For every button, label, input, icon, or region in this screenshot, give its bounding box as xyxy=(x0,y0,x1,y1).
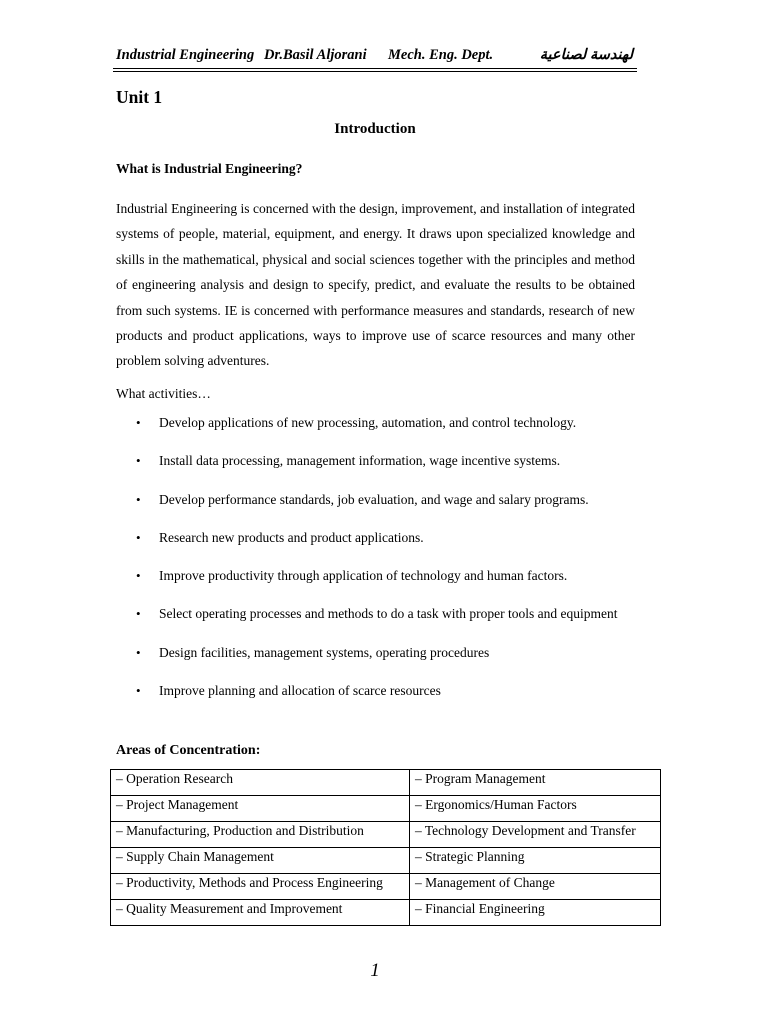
table-cell: – Project Management xyxy=(111,796,410,822)
table-cell: – Operation Research xyxy=(111,770,410,796)
table-row xyxy=(111,796,661,822)
areas-table xyxy=(110,769,661,926)
list-item-text: Install data processing, management information, wage incentive systems. xyxy=(159,453,561,469)
table-cell: – Quality Measurement and Improvement xyxy=(111,900,410,926)
list-item xyxy=(116,640,636,665)
list-item xyxy=(116,410,636,435)
intro-paragraph: Industrial Engineering is concerned with the design, improvement, and installation of integrated systems of people, material, equipment, and energy. It draws upon specialized knowledge and skills in the mathematical, physical and social sciences together with the principles and method of engineering analysis and design to specify, predict, and evaluate the results to be obtained from such systems. IE is concerned with performance measures and standards, research of new products and product applications, ways to improve use of scarce resources and many other problem solving adventures. xyxy=(116,201,635,369)
bullet-icon: • xyxy=(136,491,141,507)
section-title: Introduction xyxy=(334,121,416,137)
bullet-icon: • xyxy=(136,453,141,469)
bullet-icon: • xyxy=(136,415,141,430)
table-cell: – Manufacturing, Production and Distribution xyxy=(111,822,410,848)
table-row xyxy=(111,822,661,848)
table-cell: – Supply Chain Management xyxy=(111,848,410,874)
activities-list xyxy=(116,410,636,716)
table-cell: – Technology Development and Transfer xyxy=(410,822,661,848)
list-item-text: Improve productivity through application of technology and human factors. xyxy=(159,568,568,584)
table-cell: – Ergonomics/Human Factors xyxy=(410,796,661,822)
header-author: Dr.Basil Aljorani xyxy=(264,47,367,63)
list-item-text: Develop performance standards, job evaluation, and wage and salary programs. xyxy=(159,491,589,507)
bullet-icon: • xyxy=(136,529,141,545)
list-item-text: Design facilities, management systems, operating procedures xyxy=(159,644,490,660)
list-item xyxy=(116,563,636,588)
list-item xyxy=(116,487,636,512)
page-header xyxy=(113,44,637,69)
table-row xyxy=(111,900,661,926)
unit-title: Unit 1 xyxy=(116,87,163,107)
list-item xyxy=(116,448,636,473)
table-row xyxy=(111,874,661,900)
list-item-text: Develop applications of new processing, automation, and control technology. xyxy=(159,415,577,430)
areas-heading: Areas of Concentration: xyxy=(116,743,261,758)
header-department: Mech. Eng. Dept. xyxy=(388,47,494,63)
table-row xyxy=(111,848,661,874)
list-item-text: Improve planning and allocation of scarce resources xyxy=(159,683,441,699)
table-cell: – Financial Engineering xyxy=(410,900,661,926)
question-heading: What is Industrial Engineering? xyxy=(116,161,303,176)
list-item-text: Research new products and product applications. xyxy=(159,529,424,545)
bullet-icon: • xyxy=(136,683,141,699)
header-course: Industrial Engineering xyxy=(116,47,255,63)
header-arabic-title: لهندسة لصناعية xyxy=(539,47,633,63)
list-item-text: Select operating processes and methods to do a task with proper tools and equipment xyxy=(159,606,618,622)
activities-label: What activities… xyxy=(116,386,211,401)
table-cell: – Strategic Planning xyxy=(410,848,661,874)
table-cell: – Program Management xyxy=(410,770,661,796)
list-item xyxy=(116,601,636,626)
table-cell: – Management of Change xyxy=(410,874,661,900)
bullet-icon: • xyxy=(136,568,141,584)
bullet-icon: • xyxy=(136,644,141,660)
page-number: 1 xyxy=(370,960,380,981)
list-item xyxy=(116,525,636,550)
table-cell: – Productivity, Methods and Process Engineering xyxy=(111,874,410,900)
bullet-icon: • xyxy=(136,606,141,622)
list-item xyxy=(116,678,636,703)
table-row xyxy=(111,770,661,796)
